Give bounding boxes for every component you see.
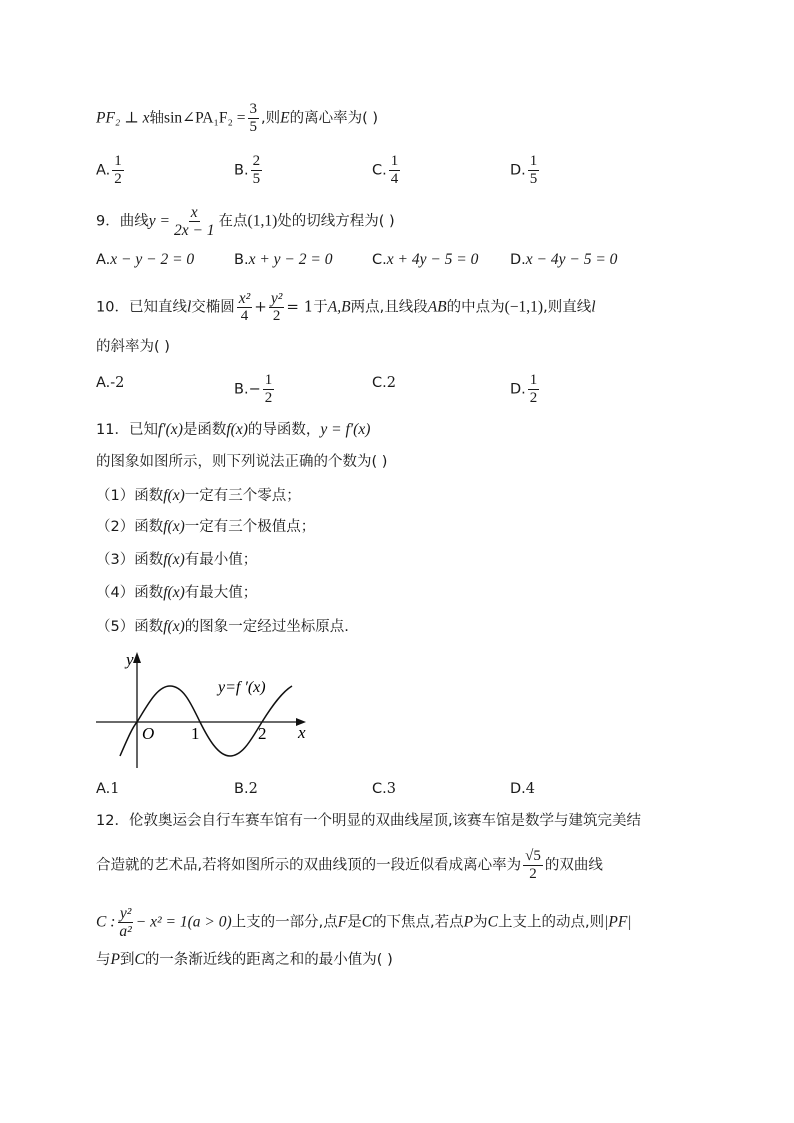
q12-stem-line2: 合造就的艺术品,若将如图所示的双曲线顶的一段近似看成离心率为 $\frac{√5}{2}$ 的双曲线 (96, 848, 603, 882)
q11-stem-line2: 的图象如图所示，则下列说法正确的个数为( ) (96, 454, 388, 470)
q11-statement-5: （5）函数f(x)的图象一定经过坐标原点. (96, 618, 349, 635)
q12-stem-line1: 12．伦敦奥运会自行车赛车馆有一个明显的双曲线屋顶,该赛车馆是数学与建筑完美结 (96, 813, 642, 829)
q10-stem: 10．已知直线l交椭圆 $\frac{\text{x²}}{4}$ + $\frac{\text{y²}}{2}$ = 1于A,B两点,且线段AB的中点为(−1,1),则直线l (96, 290, 596, 324)
q11-stem: 11．已知f′(x)是函数f(x)的导函数，y = f′(x) (96, 421, 371, 438)
q8-axis: 轴 (149, 110, 165, 127)
q8-stem-tail: PF₂ ⊥ x轴sin∠PA₁F₂ = $\frac{3}{5}$ ,则E的离心率为( ) (96, 101, 379, 135)
tick-2-label: 2 (258, 724, 267, 743)
q9-stem: 9．曲线y = $\frac{x}{2x - 1}$ 在点(1,1)处的切线方程为( ) (96, 204, 395, 239)
q10-stem-line2: 的斜率为( ) (96, 339, 170, 355)
q9-option-c[interactable]: C.x + 4y − 5 = 0 (372, 251, 479, 268)
q11-option-c[interactable]: C.3 (372, 781, 396, 797)
curve-label: y=f ′(x) (218, 679, 266, 696)
q8-option-b[interactable]: B. $\frac{2}{5}$ (234, 153, 261, 187)
derivative-curve (120, 686, 292, 756)
q11-option-b[interactable]: B.2 (234, 781, 258, 797)
q12-eccentricity-fraction: $\frac{√5}{2}$ (525, 848, 541, 882)
q10-fraction-x: $\frac{\text{x²}}{4}$ (238, 290, 251, 324)
q9-option-b[interactable]: B.x + y − 2 = 0 (234, 251, 333, 268)
q8-option-c[interactable]: C. $\frac{1}{4}$ (372, 153, 399, 187)
y-axis-label: y (126, 650, 134, 669)
q8-fraction: $\frac{3}{5}$ (249, 101, 258, 135)
q11-statement-1: （1）函数f(x)一定有三个零点； (96, 487, 301, 504)
q11-statement-3: （3）函数f(x)有最小值； (96, 551, 258, 568)
q11-statement-4: （4）函数f(x)有最大值； (96, 584, 258, 601)
derivative-graph (92, 648, 316, 774)
q12-stem-line4: 与P到C的一条渐近线的距离之和的最小值为( ) (96, 951, 393, 968)
q10-option-a[interactable]: A.-2 (96, 375, 125, 391)
q11-statement-2: （2）函数f(x)一定有三个极值点； (96, 518, 316, 535)
origin-label: O (142, 724, 155, 743)
q8-option-d[interactable]: D. $\frac{1}{5}$ (510, 153, 538, 187)
q12-stem-line3: C : $\frac{\text{y²}}{\text{a²}}$ − x² = 1(a > 0)上支的一部分,点F是C的下焦点,若点P为C上支上的动点,则|PF| (96, 905, 632, 940)
q8-lhs: PF₂ ⊥ x (96, 109, 150, 127)
q10-option-b[interactable]: B.− $\frac{1}{2}$ (234, 372, 273, 406)
q9-option-d[interactable]: D.x − 4y − 5 = 0 (510, 251, 618, 268)
q8-option-a[interactable]: A. $\frac{1}{2}$ (96, 153, 122, 187)
q10-fraction-y: $\frac{\text{y²}}{2}$ (270, 290, 283, 324)
tick-1-label: 1 (191, 724, 200, 743)
q9-option-a[interactable]: A.x − y − 2 = 0 (96, 251, 195, 268)
q11-option-a[interactable]: A.1 (96, 781, 120, 797)
q10-option-c[interactable]: C.2 (372, 375, 396, 391)
q12-hyperbola-fraction: $\frac{\text{y²}}{\text{a²}}$ (119, 905, 132, 940)
q11-option-d[interactable]: D.4 (510, 781, 536, 797)
q8-sin-expr: sin∠PA₁F₂ = (164, 109, 246, 127)
y-axis-arrow (133, 652, 141, 663)
q10-option-d[interactable]: D. $\frac{1}{2}$ (510, 372, 538, 406)
x-axis-label: x (298, 723, 306, 742)
q9-fraction: $\frac{x}{2x - 1}$ (173, 204, 215, 239)
